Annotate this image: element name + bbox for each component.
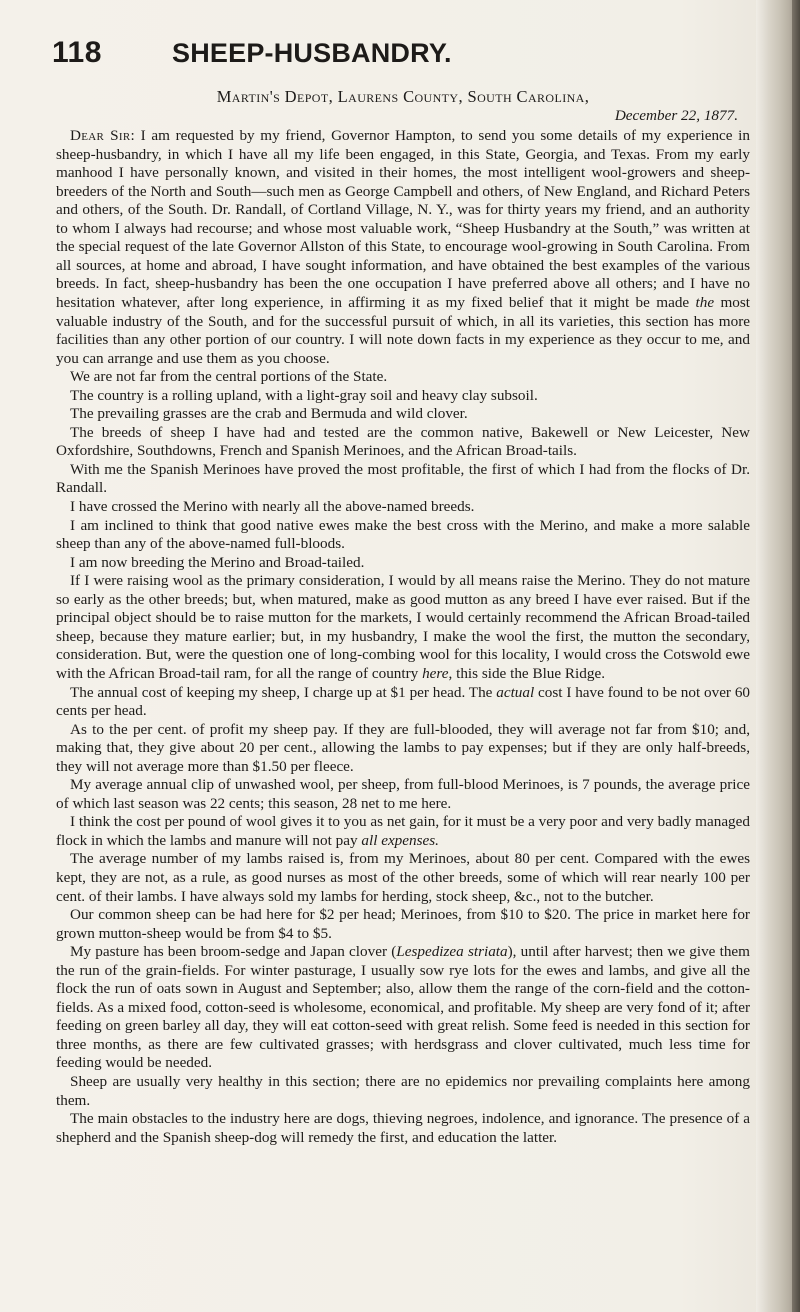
paragraph: The annual cost of keeping my sheep, I charge up at $1 per head. The actual cost I have found to be not over 60 cents per head. <box>56 683 751 720</box>
paragraph: With me the Spanish Merinoes have proved the most profitable, the first of which I had from the flocks of Dr. Randall. <box>56 460 750 497</box>
running-head: SHEEP-HUSBANDRY. <box>172 38 452 68</box>
paragraph: If I were raising wool as the primary consideration, I would by all means raise the Merino. They do not mature so early as the other breeds; but, when matured, make as good mutton as any breed I have ever raised. But if the principal object should be to raise mutton for the markets, I would certainly recommend the African Broad-tailed sheep, because they mature earlier; but, in my husbandry, I make the wool the first, the mutton the secondary, consideration. But, were the question one of long-combing wool for this locality, I would cross the Cotswold ewe with the African Broad-tail ram, for all the range of country here, this side the Blue Ridge. <box>56 572 750 682</box>
paragraph: The breeds of sheep I have had and tested are the common native, Bakewell or New Leicester, New Oxfordshire, Southdowns, French and Spanish Merinoes, and the African Broad-tails. <box>56 423 750 460</box>
paragraph: I am inclined to think that good native ewes make the best cross with the Merino, and make a more salable sheep than any of the above-named full-bloods. <box>56 516 750 553</box>
paragraph: Our common sheep can be had here for $2 per head; Merinoes, from $10 to $20. The price in market here for grown mutton-sheep would be from $4 to $5. <box>56 906 750 942</box>
paragraph: As to the per cent. of profit my sheep pay. If they are full-blooded, they will average not far from $10; and, making that, they give about 20 per cent., allowing the lambs to pay expenses; but if they are only half-breeds, they will not average more than $1.50 per fleece. <box>56 720 750 775</box>
paragraph: We are not far from the central portions of the State. <box>70 368 388 386</box>
paragraph: Sheep are usually very healthy in this section; there are no epidemics nor prevailing complaints here among them. <box>56 1072 750 1109</box>
letter-body <box>56 88 750 1147</box>
letter-date: December 22, 1877. <box>614 106 738 124</box>
paragraph: I have crossed the Merino with nearly all the above-named breeds. <box>70 498 475 516</box>
letter-dateline: Martin's Depot, Laurens County, South Carolina, <box>216 87 590 106</box>
paragraph: Dear Sir: I am requested by my friend, Governor Hampton, to send you some details of my experience in sheep-husbandry, in which I have all my life been engaged, in this State, Georgia, and Texas. From my early manhood I have personally known, and visited in their homes, the most intelligent wool-growers and sheep-breeders of the North and South—such men as George Campbell and others, of New England, and Richard Peters and others, of the South. Dr. Randall, of Cortland Village, N. Y., was for thirty years my friend, and an authority to whom I always had recourse; and whose most valuable work, “Sheep Husbandry at the South,” was written at the special request of the late Governor Allston of this State, to encourage wool-growing in South Carolina. From all sources, at home and abroad, I have sought information, and have obtained the best examples of the various breeds. In fact, sheep-husbandry has been the one occupation I have preferred above all others; and I have no hesitation whatever, after long experience, in affirming it as my fixed belief that it might be made the most valuable industry of the South, and for the successful pursuit of which, in all its varieties, this section has more facilities than any other portion of our country. I will note down facts in my experience as they occur to me, and you can arrange and use them as you choose. <box>56 127 750 367</box>
paragraph: The country is a rolling upland, with a light-gray soil and heavy clay subsoil. <box>70 386 538 404</box>
binding-shadow <box>792 0 800 1312</box>
paragraph: My pasture has been broom-sedge and Japan clover (Lespedizea striata), until after harvest; then we give them the run of the grain-fields. For winter pasturage, I usually sow rye lots for the ewes and lambs, and give all the flock the run of oats sown in August and September; also, allow them the range of the corn-field and the cotton-fields. As a mixed food, cotton-seed is wholesome, economical, and profitable. My sheep are very fond of it; after feeding on green barley all day, they will eat cotton-seed with great relish. Some feed is needed in this section for three months, as there are few cultivated grasses; with herdsgrass and clover cultivated, much less time for feeding would be needed. <box>56 943 750 1072</box>
paragraph: I think the cost per pound of wool gives it to you as net gain, for it must be a very poor and very badly managed flock in which the lambs and manure will not pay all expenses. <box>56 813 750 849</box>
paragraph: I am now breeding the Merino and Broad-tailed. <box>70 553 365 571</box>
paragraph: The prevailing grasses are the crab and Bermuda and wild clover. <box>70 405 468 423</box>
paragraph: My average annual clip of unwashed wool, per sheep, from full-blood Merinoes, is 7 pounds, the average price of which last season was 22 cents; this season, 28 net to me here. <box>56 776 750 812</box>
paragraph: The average number of my lambs raised is, from my Merinoes, about 80 per cent. Compared with the ewes kept, they are not, as a rule, as good nurses as most of the other breeds, some of which will rear nearly 100 per cent. of their lambs. I have always sold my lambs for herding, stock sheep, &c., not to the butcher. <box>56 850 750 905</box>
page-header <box>52 36 742 70</box>
page-gutter-shadow <box>756 0 800 1312</box>
page-number: 118 <box>52 36 102 69</box>
paragraph: The main obstacles to the industry here are dogs, thieving negroes, indolence, and ignorance. The presence of a shepherd and the Spanish sheep-dog will remedy the first, and education the latter. <box>56 1110 750 1146</box>
salutation: Dear Sir: <box>70 127 135 145</box>
